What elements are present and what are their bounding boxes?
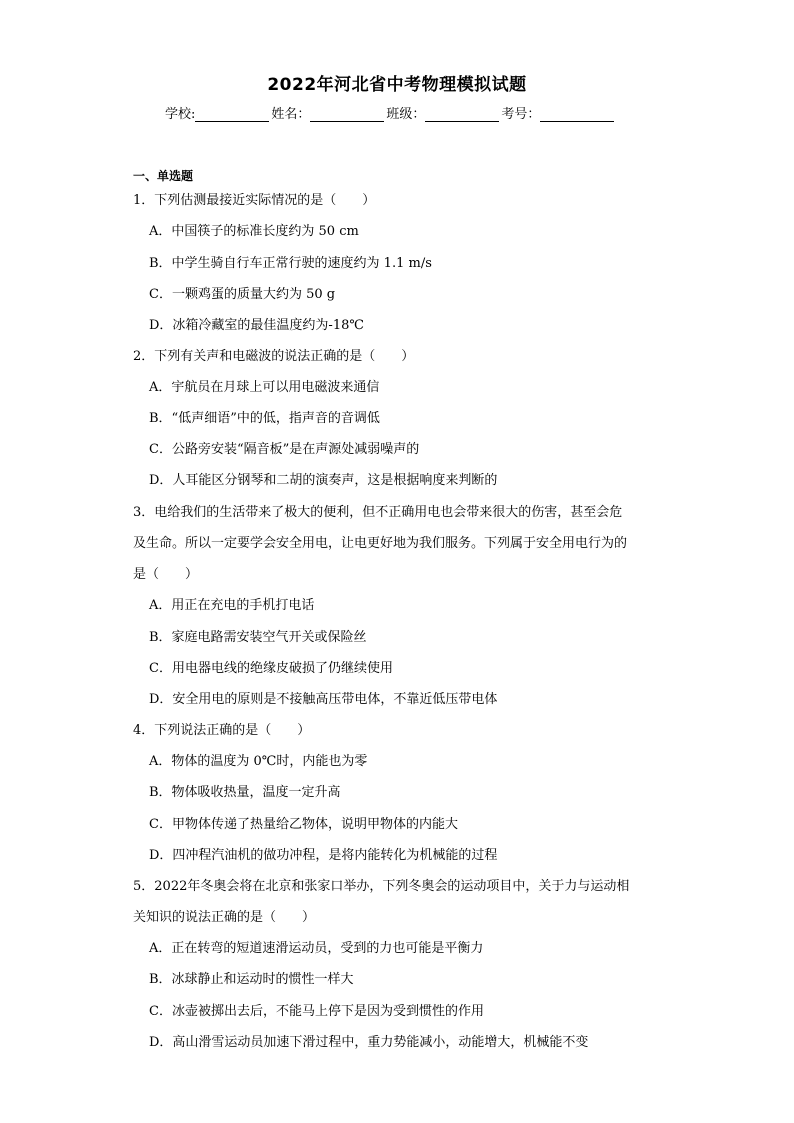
question-3-stem-line-3: 是（ ） xyxy=(133,567,199,582)
question-2-stem: 2．下列有关声和电磁波的说法正确的是（ ） xyxy=(133,349,415,364)
question-5-stem-line-1: 5．2022年冬奥会将在北京和张家口举办，下列冬奥会的运动项目中，关于力与运动相 xyxy=(133,879,630,894)
class-field xyxy=(386,103,501,122)
question-1-option-c: C．一颗鸡蛋的质量大约为 50 g xyxy=(149,287,336,302)
question-3-stem-line-2: 及生命。所以一定要学会安全用电，让电更好地为我们服务。下列属于安全用电行为的 xyxy=(133,536,628,551)
question-2-option-c: C．公路旁安装“隔音板”是在声源处减弱噪声的 xyxy=(149,442,420,457)
question-3-option-a: A．用正在充电的手机打电话 xyxy=(149,598,315,613)
school-field xyxy=(165,103,271,122)
question-1-option-b: B．中学生骑自行车正常行驶的速度约为 1.1 m/s xyxy=(149,256,432,271)
question-4-option-d: D．四冲程汽油机的做功冲程，是将内能转化为机械能的过程 xyxy=(149,848,498,863)
question-3-stem-line-1: 3．电给我们的生活带来了极大的便利，但不正确用电也会带来很大的伤害，甚至会危 xyxy=(133,505,623,520)
section-title: 一、单选题 xyxy=(133,169,194,183)
question-1-stem: 1．下列估测最接近实际情况的是（ ） xyxy=(133,193,376,208)
name-field xyxy=(271,103,386,122)
question-4-option-b: B．物体吸收热量，温度一定升高 xyxy=(149,785,341,800)
school-blank[interactable] xyxy=(195,107,269,122)
question-1-option-a: A．中国筷子的标准长度约为 50 cm xyxy=(149,224,359,239)
exam-number-blank[interactable] xyxy=(540,107,614,122)
class-label: 班级： xyxy=(386,107,426,122)
question-5-option-a: A．正在转弯的短道速滑运动员，受到的力也可能是平衡力 xyxy=(149,941,484,956)
question-3-option-c: C．用电器电线的绝缘皮破损了仍继续使用 xyxy=(149,661,393,676)
question-2-option-b: B．“低声细语”中的低，指声音的音调低 xyxy=(149,411,380,426)
exam-number-label: 考号： xyxy=(501,107,541,122)
question-5-option-c: C．冰壶被掷出去后，不能马上停下是因为受到惯性的作用 xyxy=(149,1004,484,1019)
question-4-option-c: C．甲物体传递了热量给乙物体，说明甲物体的内能大 xyxy=(149,817,458,832)
question-5-option-d: D．高山滑雪运动员加速下滑过程中，重力势能减小，动能增大，机械能不变 xyxy=(149,1035,589,1050)
class-blank[interactable] xyxy=(425,107,499,122)
name-label: 姓名： xyxy=(271,107,311,122)
exam-title: 2022年河北省中考物理模拟试题 xyxy=(267,75,527,95)
student-info-line xyxy=(165,103,645,122)
question-4-stem: 4．下列说法正确的是（ ） xyxy=(133,723,311,738)
question-2-option-d: D．人耳能区分钢琴和二胡的演奏声，这是根据响度来判断的 xyxy=(149,473,498,488)
question-3-option-b: B．家庭电路需安装空气开关或保险丝 xyxy=(149,630,367,645)
question-5-option-b: B．冰球静止和运动时的惯性一样大 xyxy=(149,972,354,987)
question-5-stem-line-2: 关知识的说法正确的是（ ） xyxy=(133,910,316,925)
question-4-option-a: A．物体的温度为 0℃时，内能也为零 xyxy=(149,754,368,769)
exam-number-field xyxy=(501,103,616,122)
question-2-option-a: A．宇航员在月球上可以用电磁波来通信 xyxy=(149,380,380,395)
name-blank[interactable] xyxy=(310,107,384,122)
question-3-option-d: D．安全用电的原则是不接触高压带电体，不靠近低压带电体 xyxy=(149,692,498,707)
question-1-option-d: D．冰箱冷藏室的最佳温度约为-18℃ xyxy=(149,318,364,333)
school-label: 学校: xyxy=(165,107,196,122)
